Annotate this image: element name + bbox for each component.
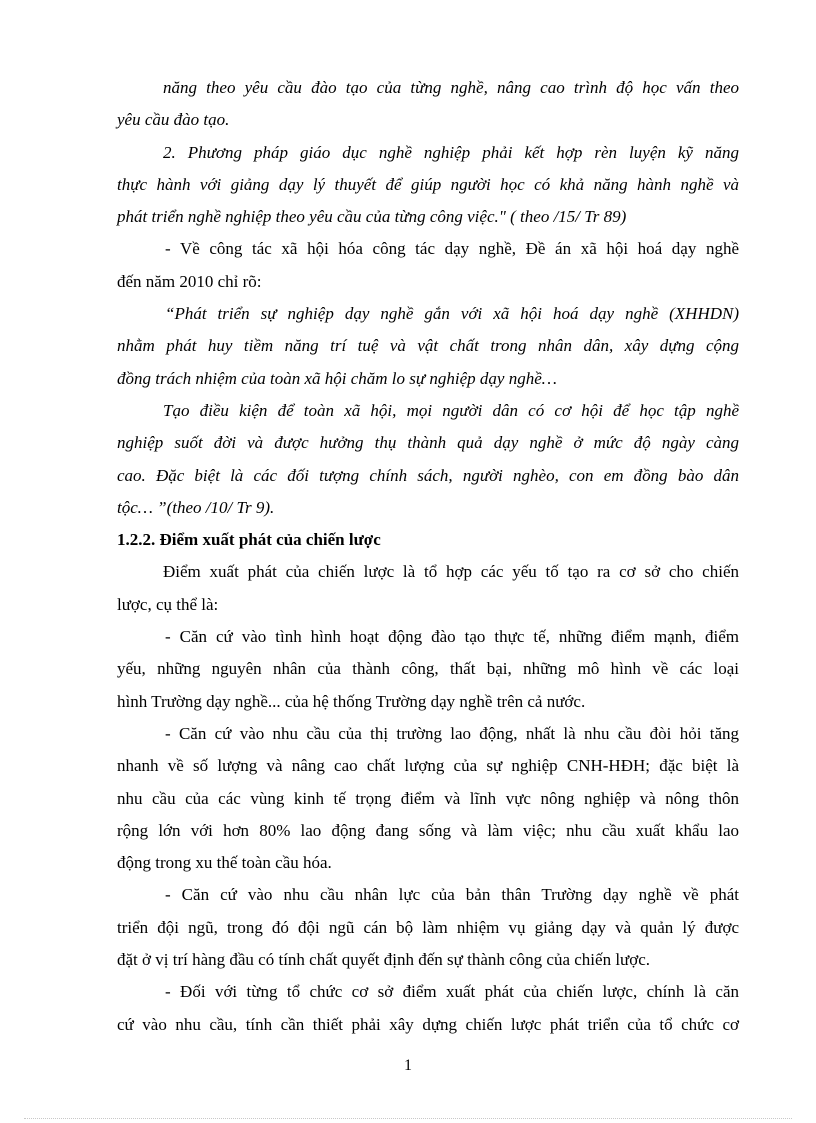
text-line: cứ vào nhu cầu, tính cần thiết phải xây dựng chiến lược phát triển của tổ chức cơ [117, 1014, 739, 1034]
text-line: thực hành với giảng dạy lý thuyết để giúp người học có khả năng hành nghề và [117, 174, 739, 194]
section-heading: 1.2.2. Điểm xuất phát của chiến lược [117, 530, 381, 550]
text-line: yêu cầu đào tạo. [117, 110, 230, 130]
text-line: “Phát triển sự nghiệp dạy nghề gắn với xã hội hoá dạy nghề (XHHDN) [165, 304, 739, 324]
text-line: triển đội ngũ, trong đó đội ngũ cán bộ làm nhiệm vụ giảng dạy và quản lý được [117, 917, 739, 937]
text-line: nhằm phát huy tiềm năng trí tuệ và vật chất trong nhân dân, xây dựng cộng [117, 336, 739, 356]
text-line: cao. Đặc biệt là các đối tượng chính sách, người nghèo, con em đồng bào dân [117, 465, 739, 485]
text-line: rộng lớn với hơn 80% lao động đang sống và làm việc; nhu cầu xuất khẩu lao [117, 820, 739, 840]
text-line: động trong xu thế toàn cầu hóa. [117, 853, 332, 873]
text-line: Tạo điều kiện để toàn xã hội, mọi người dân có cơ hội để học tập nghề [163, 400, 739, 420]
text-line: đến năm 2010 chỉ rõ: [117, 271, 262, 291]
body-text [117, 72, 739, 1041]
text-line: nhu cầu của các vùng kinh tế trọng điểm và lĩnh vực nông nghiệp và nông thôn [117, 788, 739, 808]
text-line: nhanh về số lượng và nâng cao chất lượng của sự nghiệp CNH-HĐH; đặc biệt là [117, 756, 739, 776]
text-line: tộc… ”(theo /10/ Tr 9). [117, 497, 275, 517]
text-line: đặt ở vị trí hàng đầu có tính chất quyết định đến sự thành công của chiến lược. [117, 950, 651, 970]
text-line: phát triển nghề nghiệp theo yêu cầu của từng công việc." ( theo /15/ Tr 89) [117, 207, 627, 227]
text-line: - Căn cứ vào nhu cầu của thị trường lao động, nhất là nhu cầu đòi hỏi tăng [165, 723, 739, 743]
text-line: - Về công tác xã hội hóa công tác dạy nghề, Đề án xã hội hoá dạy nghề [165, 239, 739, 259]
text-line: 2. Phương pháp giáo dục nghề nghiệp phải kết hợp rèn luyện kỹ năng [163, 142, 739, 162]
text-line: năng theo yêu cầu đào tạo của từng nghề, nâng cao trình độ học vấn theo [163, 78, 739, 97]
text-line: Điểm xuất phát của chiến lược là tổ hợp các yếu tố tạo ra cơ sở cho chiến [163, 562, 739, 582]
text-line: lược, cụ thể là: [117, 594, 219, 614]
text-line: - Căn cứ vào tình hình hoạt động đào tạo thực tế, những điểm mạnh, điểm [165, 627, 739, 647]
text-line: yếu, những nguyên nhân của thành công, thất bại, những mô hình về các loại [117, 659, 739, 679]
text-line: đồng trách nhiệm của toàn xã hội chăm lo sự nghiệp dạy nghề… [117, 368, 557, 388]
page-bottom-border [24, 1118, 792, 1119]
text-line: - Đối với từng tổ chức cơ sở điểm xuất phát của chiến lược, chính là căn [165, 982, 739, 1002]
text-line: hình Trường dạy nghề... của hệ thống Trường dạy nghề trên cả nước. [117, 691, 586, 711]
text-line: nghiệp suốt đời và được hưởng thụ thành quả dạy nghề ở mức độ ngày càng [117, 433, 739, 453]
page-number: 1 [404, 1057, 412, 1074]
text-line: - Căn cứ vào nhu cầu nhân lực của bản thân Trường dạy nghề về phát [165, 885, 739, 905]
